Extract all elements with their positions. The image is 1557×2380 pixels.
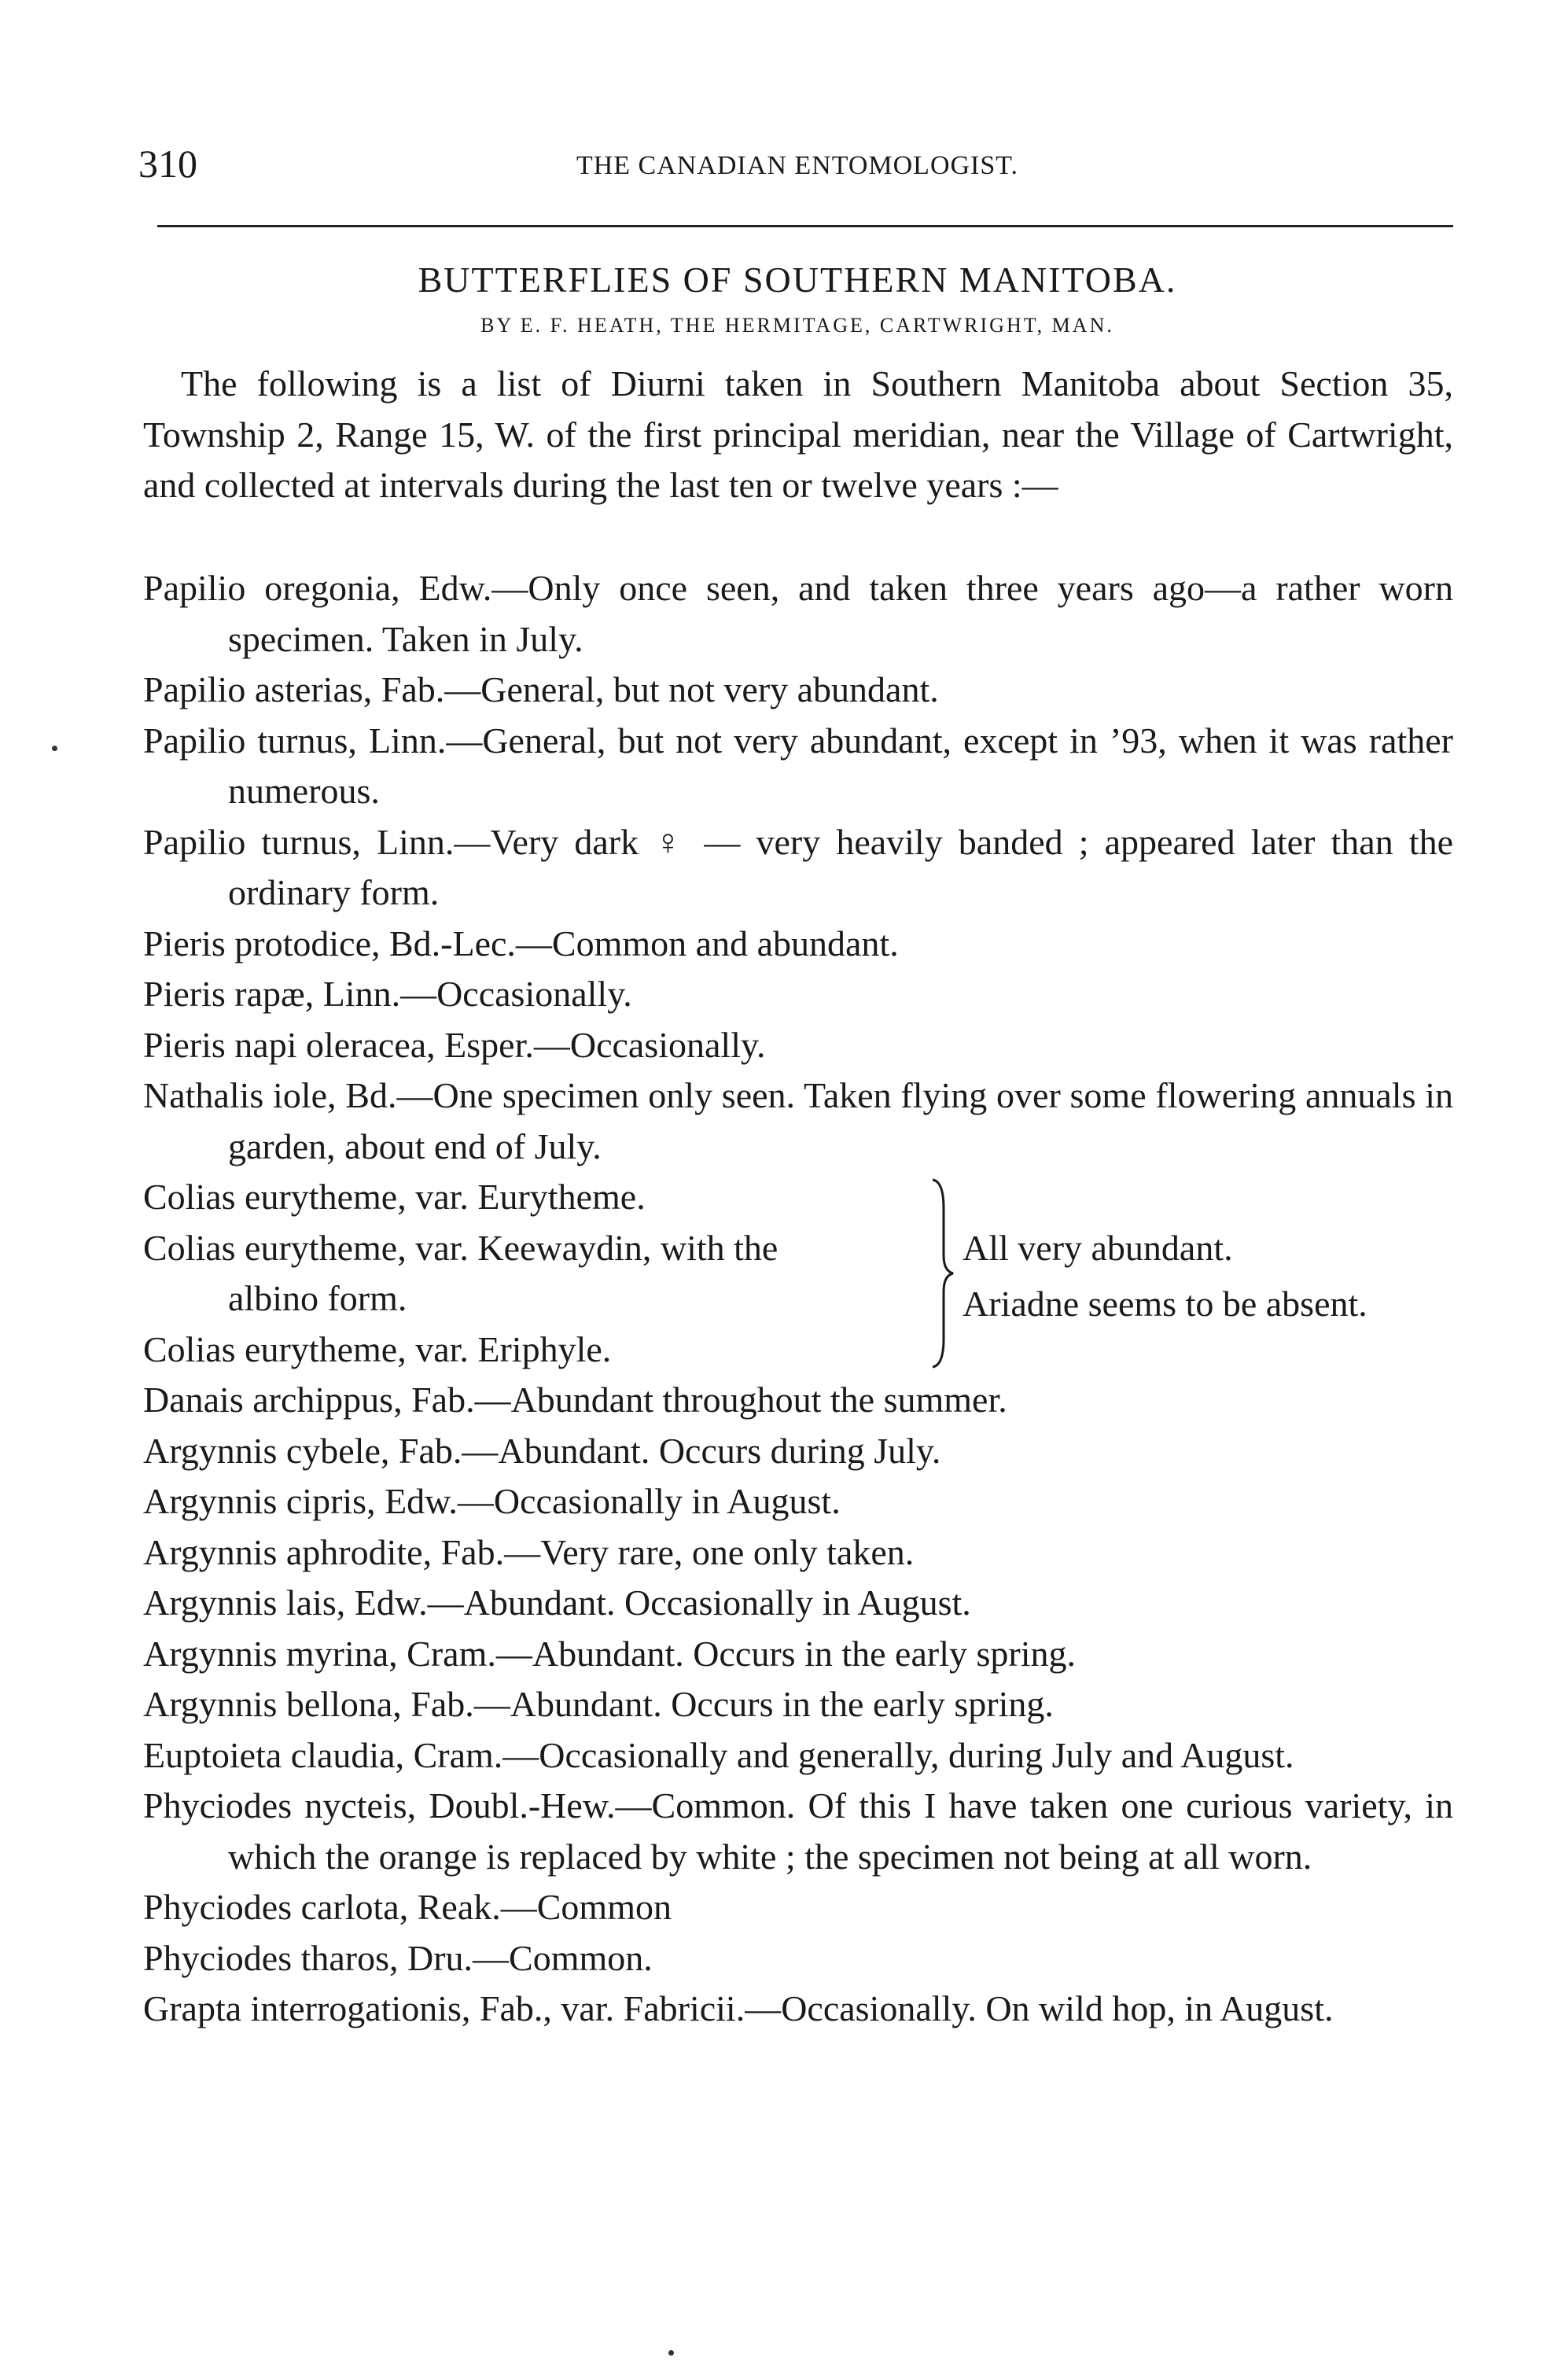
colias-line-3: albino form. xyxy=(228,1278,407,1318)
article-title: BUTTERFLIES OF SOUTHERN MANITOBA. xyxy=(418,260,1177,300)
species-entry: Nathalis iole, Bd.—One specimen only seen. Taken flying over some flowering annuals in garden, about end of July. xyxy=(143,1075,1453,1166)
species-entry: Argynnis bellona, Fab.—Abundant. Occurs in the early spring. xyxy=(143,1684,1054,1724)
colias-note-ariadne: Ariadne seems to be absent. xyxy=(963,1284,1367,1324)
right-brace-icon xyxy=(929,1177,956,1370)
species-entry: Papilio oregonia, Edw.—Only once seen, and taken three years ago—a rather worn specimen. Taken in July. xyxy=(143,568,1453,659)
species-entry: Papilio asterias, Fab.—General, but not very abundant. xyxy=(143,669,939,709)
species-list xyxy=(143,563,1453,2035)
species-list-part-2 xyxy=(143,1375,1453,2035)
species-entry: Pieris protodice, Bd.-Lec.—Common and abundant. xyxy=(143,923,899,963)
running-title: THE CANADIAN ENTOMOLOGIST. xyxy=(576,151,1019,180)
species-entry: Papilio turnus, Linn.—General, but not very abundant, except in ’93, when it was rather numerous. xyxy=(143,720,1453,811)
colias-line-2: Colias eurytheme, var. Keewaydin, with the xyxy=(143,1227,778,1268)
footer-dot xyxy=(668,2350,674,2356)
species-entry: Argynnis cybele, Fab.—Abundant. Occurs during July. xyxy=(143,1430,941,1471)
species-entry: Grapta interrogationis, Fab., var. Fabricii.—Occasionally. On wild hop, in August. xyxy=(143,1988,1334,2028)
species-entry: Pieris napi oleracea, Esper.—Occasionally. xyxy=(143,1024,766,1065)
colias-note-abundant: All very abundant. xyxy=(963,1227,1233,1268)
species-list-part-1 xyxy=(143,563,1453,1172)
page-number: 310 xyxy=(138,142,197,186)
species-entry: Argynnis myrina, Cram.—Abundant. Occurs in the early spring. xyxy=(143,1633,1076,1674)
species-entry: Papilio turnus, Linn.—Very dark ♀ — very heavily banded ; appeared later than the ordinary form. xyxy=(143,821,1453,912)
species-entry: Euptoieta claudia, Cram.—Occasionally and generally, during July and August. xyxy=(143,1734,1294,1775)
intro-paragraph: The following is a list of Diurni taken in Southern Manitoba about Section 35, Township 2, Range 15, W. of the first principal meridian, near the Village of Cartwright, and collected at intervals during the last ten or twelve years :— xyxy=(143,363,1453,505)
page-header xyxy=(138,140,1456,203)
colias-line-1: Colias eurytheme, var. Eurytheme. xyxy=(143,1177,646,1217)
species-entry: Phyciodes nycteis, Doubl.-Hew.—Common. Of this I have taken one curious variety, in which the orange is replaced by white ; the specimen not being at all worn. xyxy=(143,1785,1453,1877)
species-entry: Pieris rapæ, Linn.—Occasionally. xyxy=(143,974,632,1014)
species-entry: Phyciodes tharos, Dru.—Common. xyxy=(143,1937,653,1978)
margin-dot xyxy=(52,746,57,751)
article-byline: BY E. F. HEATH, THE HERMITAGE, CARTWRIGHT, MAN. xyxy=(480,314,1114,337)
species-entry: Danais archippus, Fab.—Abundant throughout the summer. xyxy=(143,1380,1007,1420)
colias-line-4: Colias eurytheme, var. Eriphyle. xyxy=(143,1328,612,1369)
species-entry: Phyciodes carlota, Reak.—Common xyxy=(143,1887,672,1927)
species-entry: Argynnis aphrodite, Fab.—Very rare, one only taken. xyxy=(143,1531,915,1572)
species-entry: Argynnis cipris, Edw.—Occasionally in August. xyxy=(143,1481,841,1521)
header-rule xyxy=(157,225,1453,227)
species-entry: Argynnis lais, Edw.—Abundant. Occasionally in August. xyxy=(143,1582,971,1623)
colias-group xyxy=(143,1172,1453,1375)
